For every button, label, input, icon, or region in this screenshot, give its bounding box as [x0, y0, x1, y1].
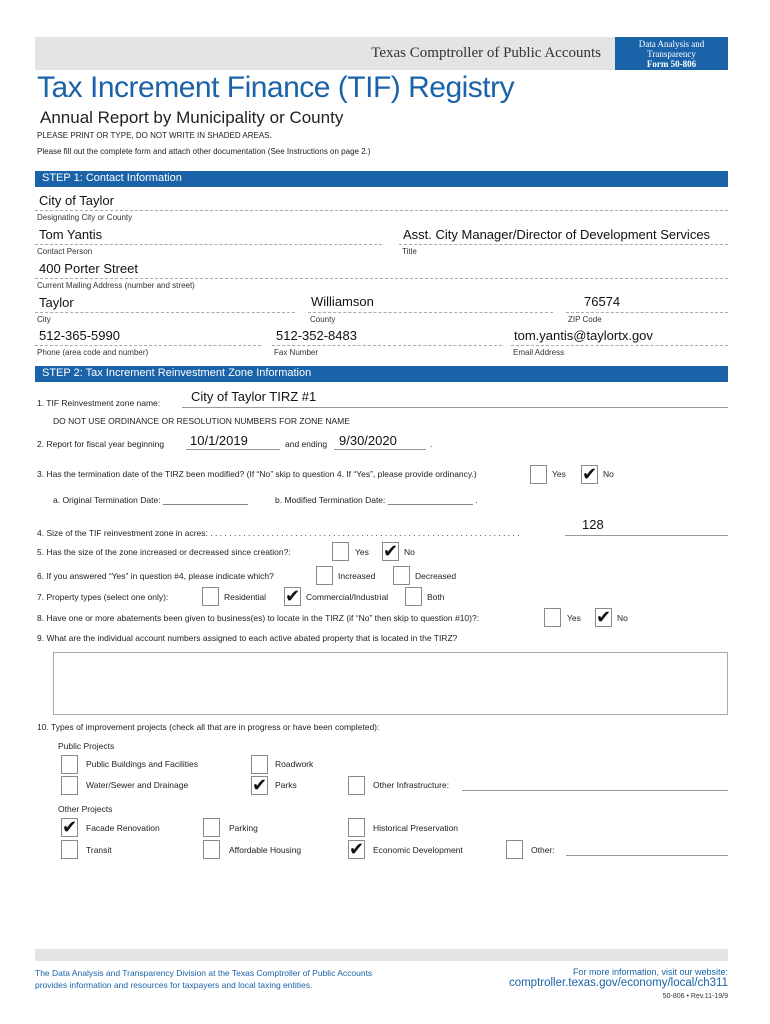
step2-heading: STEP 2: Tax Increment Reinvestment Zone Information: [35, 366, 728, 382]
q3a-original-date[interactable]: a. Original Termination Date: __________________: [53, 495, 249, 505]
account-numbers-textarea[interactable]: [53, 652, 728, 715]
field-line: [565, 535, 728, 536]
field-line: [308, 312, 553, 313]
historical-preservation-label: Historical Preservation: [373, 823, 459, 833]
address-field[interactable]: 400 Porter Street: [39, 261, 138, 276]
water-sewer-checkbox[interactable]: [61, 776, 78, 795]
q4-text: 4. Size of the TIF reinvestment zone in acres: . . . . . . . . . . . . . . . . . . . . . . . . . . . . . . . . . . . . . . . . . . . . . . . . . . . . . . . . . . . . . . . . . .: [37, 528, 520, 538]
q5-yes-label: Yes: [355, 547, 369, 557]
acres-field[interactable]: 128: [582, 517, 604, 532]
field-line: [182, 407, 728, 408]
field-line: [35, 312, 295, 313]
affordable-housing-checkbox[interactable]: [203, 840, 220, 859]
q3-no-label: No: [603, 469, 614, 479]
field-line: [35, 244, 382, 245]
q10-text: 10. Types of improvement projects (check all that are in progress or have been completed):: [37, 722, 380, 732]
instruction-fill: Please fill out the complete form and attach other documentation (See Instructions on page 2.): [37, 147, 371, 156]
q3-no-checkbox[interactable]: ✔: [582, 464, 598, 484]
title-label: Title: [402, 247, 417, 256]
email-label: Email Address: [513, 348, 565, 357]
economic-development-label: Economic Development: [373, 845, 463, 855]
footer-website: [509, 967, 728, 989]
q8-no-label: No: [617, 613, 628, 623]
other-infrastructure-label: Other Infrastructure:: [373, 780, 450, 790]
transit-label: Transit: [86, 845, 112, 855]
fax-field[interactable]: 512-352-8483: [276, 328, 357, 343]
footer-bar: [35, 949, 728, 961]
field-line: [399, 244, 728, 245]
public-projects-heading: Public Projects: [58, 741, 115, 751]
fax-label: Fax Number: [274, 348, 319, 357]
title-field[interactable]: Asst. City Manager/Director of Development Services: [403, 227, 711, 242]
parking-label: Parking: [229, 823, 258, 833]
q7-residential-label: Residential: [224, 592, 267, 602]
q5-yes-checkbox[interactable]: [332, 542, 349, 561]
other-projects-heading: Other Projects: [58, 804, 113, 814]
field-line: [35, 210, 728, 211]
zip-label: ZIP Code: [568, 315, 602, 324]
q6-increased-label: Increased: [338, 571, 376, 581]
step1-heading: STEP 1: Contact Information: [35, 171, 728, 187]
field-line: [186, 449, 280, 450]
other-project-field[interactable]: [566, 855, 728, 856]
q3-text: 3. Has the termination date of the TIRZ been modified? (If “No” skip to question 4. If “Yes”, please provide ordinancy.): [37, 469, 477, 479]
q7-commercial-checkbox[interactable]: ✔: [285, 586, 301, 606]
q5-text: 5. Has the size of the zone increased or decreased since creation?:: [37, 547, 291, 557]
q1-note: DO NOT USE ORDINANCE OR RESOLUTION NUMBERS FOR ZONE NAME: [53, 416, 350, 426]
city-label: City: [37, 315, 51, 324]
q6-decreased-label: Decreased: [415, 571, 457, 581]
q3b-modified-date[interactable]: b. Modified Termination Date: __________________ .: [275, 495, 478, 505]
footer-division-text: [35, 967, 435, 991]
q6-increased-checkbox[interactable]: [316, 566, 333, 585]
q3-yes-checkbox[interactable]: [530, 465, 547, 484]
footer-url-link[interactable]: comptroller.texas.gov/economy/local/ch311: [508, 977, 728, 989]
roadwork-label: Roadwork: [275, 759, 314, 769]
other-project-label: Other:: [531, 845, 555, 855]
form-revision: 50-806 • Rev.11-19/9: [662, 993, 728, 1000]
q8-text: 8. Have one or more abatements been given to business(es) to locate in the TIRZ (if “No” then skip to question #10)?:: [37, 613, 480, 623]
email-field[interactable]: tom.yantis@taylortx.gov: [514, 328, 653, 343]
contact-person-label: Contact Person: [37, 247, 93, 256]
public-buildings-label: Public Buildings and Facilities: [86, 759, 198, 769]
q6-decreased-checkbox[interactable]: [393, 566, 410, 585]
contact-person-field[interactable]: Tom Yantis: [39, 227, 103, 242]
form-id-box: [615, 37, 728, 70]
fiscal-begin-field[interactable]: 10/1/2019: [190, 433, 248, 448]
other-project-checkbox[interactable]: [506, 840, 523, 859]
water-sewer-label: Water/Sewer and Drainage: [86, 780, 189, 790]
historical-preservation-checkbox[interactable]: [348, 818, 365, 837]
economic-development-checkbox[interactable]: ✔: [349, 839, 365, 859]
field-line: [272, 345, 502, 346]
q8-yes-checkbox[interactable]: [544, 608, 561, 627]
zip-field[interactable]: 76574: [584, 294, 621, 309]
q6-text: 6. If you answered “Yes” in question #4, please indicate which?: [37, 571, 274, 581]
q2-text: 2. Report for fiscal year beginning: [37, 439, 165, 449]
parks-checkbox[interactable]: ✔: [252, 775, 268, 795]
county-field[interactable]: Williamson: [311, 294, 374, 309]
city-or-county-field[interactable]: City of Taylor: [39, 193, 114, 208]
footer-left-line1: The Data Analysis and Transparency Division at the Texas Comptroller of Public Accounts: [35, 968, 373, 978]
q2-period: .: [430, 439, 433, 449]
field-line: [334, 449, 426, 450]
q7-residential-checkbox[interactable]: [202, 587, 219, 606]
footer-left-line2: provides information and resources for taxpayers and local taxing entities.: [35, 980, 313, 990]
q2-and-ending: and ending: [285, 439, 328, 449]
q7-commercial-label: Commercial/Industrial: [306, 592, 389, 602]
form-number: Form 50-806: [646, 59, 697, 69]
q7-both-checkbox[interactable]: [405, 587, 422, 606]
transit-checkbox[interactable]: [61, 840, 78, 859]
public-buildings-checkbox[interactable]: [61, 755, 78, 774]
q5-no-checkbox[interactable]: ✔: [383, 541, 399, 561]
other-infrastructure-field[interactable]: [462, 790, 728, 791]
county-label: County: [310, 315, 336, 324]
field-line: [511, 345, 728, 346]
q7-both-label: Both: [427, 592, 445, 602]
page-subtitle: Annual Report by Municipality or County: [40, 108, 344, 127]
q3-yes-label: Yes: [552, 469, 566, 479]
parking-checkbox[interactable]: [203, 818, 220, 837]
field-line: [35, 345, 261, 346]
instruction-print: PLEASE PRINT OR TYPE, DO NOT WRITE IN SHADED AREAS.: [37, 131, 272, 140]
other-infrastructure-checkbox[interactable]: [348, 776, 365, 795]
roadwork-checkbox[interactable]: [251, 755, 268, 774]
affordable-housing-label: Affordable Housing: [229, 845, 302, 855]
facade-renovation-label: Facade Renovation: [86, 823, 160, 833]
page-title: Tax Increment Finance (TIF) Registry: [37, 71, 515, 104]
footer-right-line1: For more information, visit our website:: [572, 967, 728, 977]
parks-label: Parks: [275, 780, 297, 790]
q5-no-label: No: [404, 547, 415, 557]
phone-label: Phone (area code and number): [37, 348, 149, 357]
facade-renovation-checkbox[interactable]: ✔: [62, 817, 78, 837]
division-line2: Transparency: [647, 49, 696, 59]
field-line: [35, 278, 728, 279]
q1-text: 1. TIF Reinvestment zone name:: [37, 398, 161, 408]
zone-name-field[interactable]: City of Taylor TIRZ #1: [191, 389, 317, 404]
fiscal-end-field[interactable]: 9/30/2020: [339, 433, 397, 448]
field-line: [566, 312, 728, 313]
city-or-county-label: Designating City or County: [37, 213, 133, 222]
q8-yes-label: Yes: [567, 613, 581, 623]
city-field[interactable]: Taylor: [39, 295, 74, 310]
q9-text: 9. What are the individual account numbers assigned to each active abated property that is located in the TIRZ?: [37, 633, 458, 643]
q7-text: 7. Property types (select one only):: [37, 592, 169, 602]
division-line1: Data Analysis and: [638, 39, 705, 49]
q8-no-checkbox[interactable]: ✔: [596, 607, 612, 627]
address-label: Current Mailing Address (number and street): [37, 281, 195, 290]
header-bar: [35, 37, 615, 70]
phone-field[interactable]: 512-365-5990: [39, 328, 120, 343]
agency-name: Texas Comptroller of Public Accounts: [371, 45, 601, 61]
